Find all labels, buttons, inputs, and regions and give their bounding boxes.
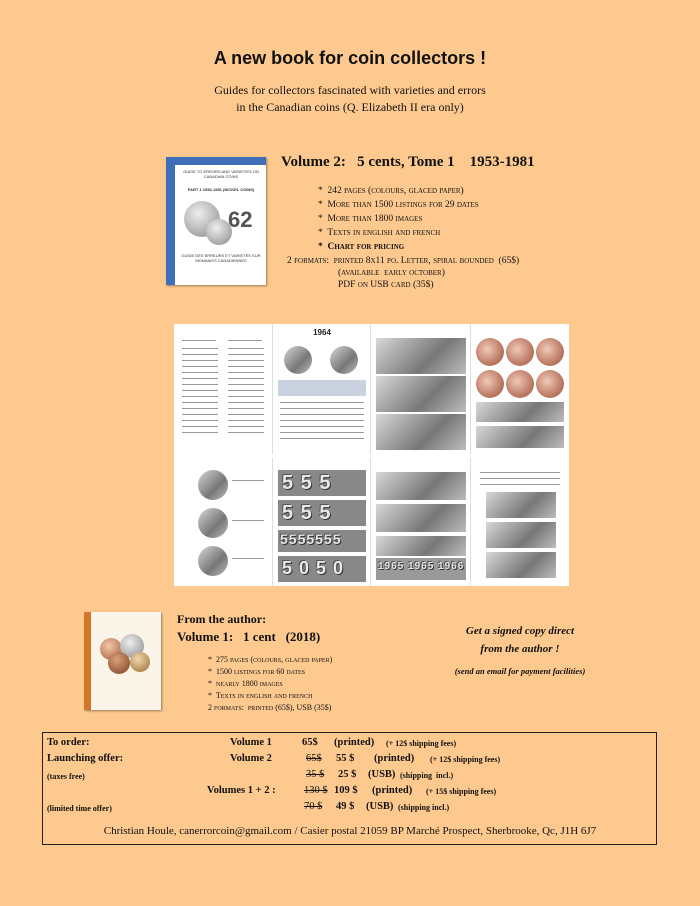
to-order-label: To order: <box>47 737 90 748</box>
payment-note: (send an email for payment facilities) <box>454 666 586 676</box>
order-row-price: 25 $ <box>338 769 357 780</box>
digits-closeup: 1965 1965 1966 <box>378 561 465 572</box>
cover-number: 62 <box>228 207 253 232</box>
sample-page-intro <box>174 324 273 454</box>
sample-page-coin-listing <box>174 458 273 586</box>
order-row-old-price: 65$ <box>306 753 322 764</box>
taxes-free-note: (taxes free) <box>47 772 85 781</box>
volume2-title: Volume 2: 5 cents, Tome 1 1953-1981 <box>281 154 535 170</box>
signed-copy-line-1: Get a signed copy direct <box>465 625 575 637</box>
order-row-shipping: (shipping incl.) <box>398 803 450 812</box>
sample-page-beaver-closeups <box>372 324 471 454</box>
sample-page-digit-closeups <box>274 458 371 586</box>
order-row-label: Volume 2 <box>230 753 272 764</box>
volume2-cover-image <box>166 157 266 285</box>
order-row-format: (printed) <box>334 737 375 748</box>
sample-page-heading: 1964 <box>313 328 331 337</box>
volume1-cover-image <box>84 612 161 710</box>
cover-spine <box>84 612 91 710</box>
digits-closeup: 5 5 5 <box>282 502 332 524</box>
sample-page-beaver-details <box>472 458 569 586</box>
sample-page-coin-colors <box>472 324 569 454</box>
cover-spine <box>166 157 175 285</box>
order-row-price: 65$ <box>302 737 318 748</box>
sample-page-date-closeups <box>372 458 471 586</box>
order-row-shipping: (+ 12$ shipping fees) <box>386 739 457 748</box>
digits-closeup: 5 5 5 <box>282 472 332 494</box>
cover-band <box>175 157 266 165</box>
order-row-format: (printed) <box>374 753 415 764</box>
sample-pages-collage <box>174 324 569 586</box>
volume2-formats: 2 formats: printed 8x11 po. Letter, spiral bounded (65$) <box>287 256 520 266</box>
order-row-old-price: 130 $ <box>304 785 328 796</box>
limited-time-note: (limited time offer) <box>47 804 112 813</box>
volume2-feature: * More than 1800 images <box>318 214 423 224</box>
order-row-shipping: (+ 15$ shipping fees) <box>426 787 497 796</box>
volume1-feature: * 275 pages (colours, glaced paper) <box>208 655 333 664</box>
order-row-price: 55 $ <box>336 753 355 764</box>
page-title: A new book for coin collectors ! <box>213 48 487 68</box>
volume1-feature: * Texts in english and french <box>208 691 313 700</box>
signed-copy-line-2: from the author ! <box>480 643 560 655</box>
volume1-feature: * 1500 listings for 60 dates <box>208 667 306 676</box>
digits-closeup: 5 0 5 0 <box>282 558 345 578</box>
order-row-old-price: 35 $ <box>306 769 325 780</box>
cover-text-bottom: GUIDE DES ERREURS ET VARIÉTÉS SUR MONNAIES CANADIENNES <box>181 253 261 263</box>
volume2-feature: * 242 pages (colours, glaced paper) <box>318 186 464 196</box>
volume1-feature: * nearly 1800 images <box>208 679 283 688</box>
volume1-formats: 2 formats: printed (65$), USB (35$) <box>208 703 332 712</box>
volume2-pdf-format: PDF on USB card (35$) <box>338 280 434 290</box>
digits-closeup: 5555555 <box>280 531 342 547</box>
subtitle-line-2: in the Canadian coins (Q. Elizabeth II era only) <box>236 100 464 114</box>
cover-text-top: GUIDE TO ERRORS AND VARIETIES ON CANADIAN COINS <box>183 169 259 179</box>
order-row-format: (printed) <box>372 785 413 796</box>
volume2-feature: * More than 1500 listings for 29 dates <box>318 200 479 210</box>
order-row-shipping: (+ 12$ shipping fees) <box>430 755 501 764</box>
order-row-label: Volume 1 <box>230 737 272 748</box>
order-row-format: (USB) <box>368 769 396 780</box>
order-row-format: (USB) <box>366 801 394 812</box>
order-row-shipping: (shipping incl.) <box>400 771 454 780</box>
volume2-availability: (available early october) <box>338 268 445 278</box>
order-row-label: Volumes 1 + 2 : <box>207 785 276 796</box>
from-author-heading: From the author: <box>177 612 267 626</box>
order-row-price: 109 $ <box>334 785 358 796</box>
order-row-old-price: 70 $ <box>304 801 323 812</box>
volume2-feature: * Chart for pricing <box>318 242 405 252</box>
volume2-feature: * Texts in english and french <box>318 228 441 238</box>
sample-page-1964 <box>274 324 371 454</box>
subtitle-line-1: Guides for collectors fascinated with varieties and errors <box>214 83 486 97</box>
contact-info: Christian Houle, canerrorcoin@gmail.com / Casier postal 21059 BP Marché Prospect, Sherbrooke, Qc, J1H 6J7 <box>103 825 597 837</box>
cover-text-mid: PART 1 1953-1981 (NICKEL COINS) <box>187 187 255 192</box>
launching-offer-label: Launching offer: <box>47 753 124 764</box>
volume1-title: Volume 1: 1 cent (2018) <box>177 629 321 644</box>
order-row-price: 49 $ <box>336 801 355 812</box>
